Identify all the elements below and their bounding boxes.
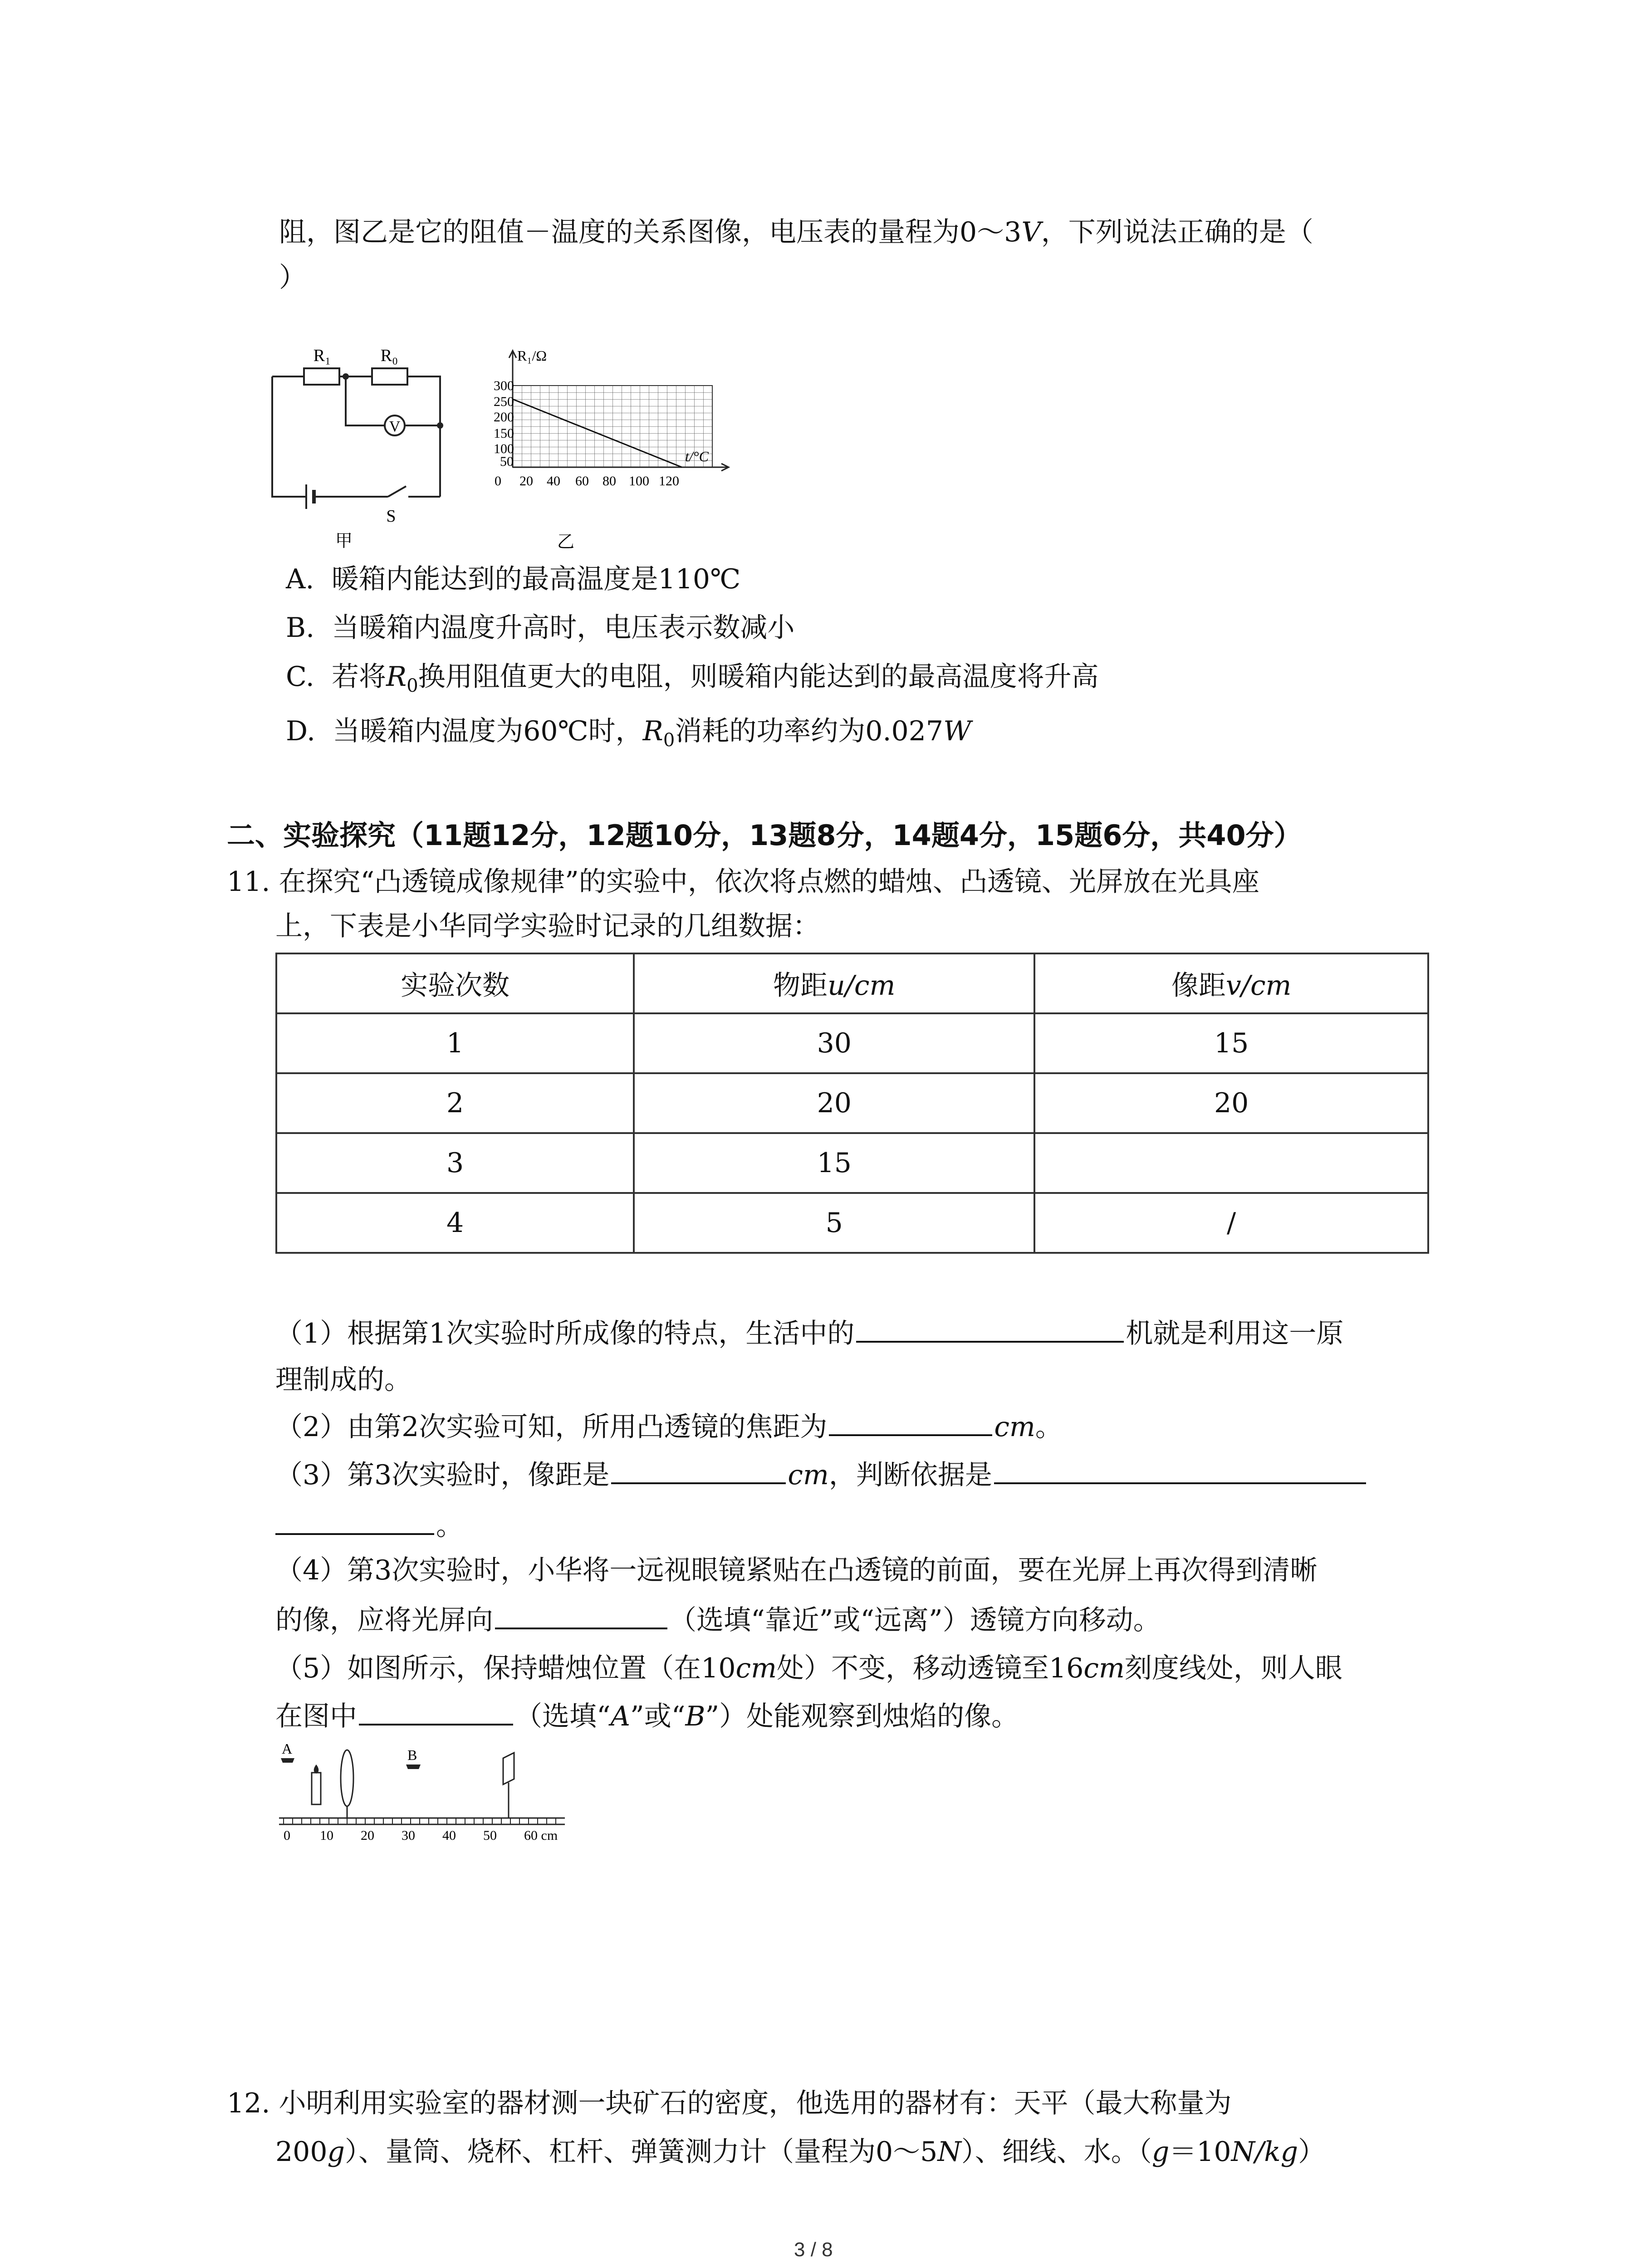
answer-blank-3c[interactable] [275,1506,434,1535]
ytick: 200 [494,410,514,425]
switch-label: S [386,507,396,526]
q11-sub3-cont: 。 [275,1502,463,1549]
answer-blank-3b[interactable] [994,1455,1366,1484]
data-table [275,953,1429,1254]
page-number: 3 / 8 [794,2239,833,2261]
table-cell: 30 [634,1013,1034,1073]
table-cell [1034,1133,1428,1193]
optical-bench-figure [274,1741,574,1850]
table-row [276,1073,1428,1133]
xtick: 120 [659,474,679,489]
bench-tick: 30 [402,1828,415,1843]
answer-blank-4[interactable] [495,1600,667,1629]
ytick: 50 [500,454,514,469]
table-cell: 1 [276,1013,634,1073]
r1-label: R₁ [313,346,331,365]
circuit-diagram [263,345,463,553]
graph-ylabel: R₁/Ω [517,347,547,364]
table-cell: 20 [1034,1073,1428,1133]
bench-tick: 50 [483,1828,497,1843]
voltmeter-label: V [389,418,401,435]
table-cell: 15 [634,1133,1034,1193]
resistance-temperature-graph [472,342,744,556]
bench-tick: 0 [284,1828,290,1843]
section-heading: 二、实验探究（11题12分，12题10分，13题8分，14题4分，15题6分，共40分） [227,819,1302,852]
table-cell: 2 [276,1073,634,1133]
xtick: 40 [547,474,560,489]
ytick: 100 [494,441,514,456]
table-cell: / [1034,1193,1428,1253]
graph-origin: 0 [495,474,501,489]
ytick: 300 [494,378,514,393]
circuit-caption: 甲 [335,531,353,551]
q11-sub4-cont: 的像，应将光屏向 （选填“靠近”或“远离”）透镜方向移动。 [275,1597,1161,1644]
q10-stem-line1: 阻，图乙是它的阻值－温度的关系图像，电压表的量程为0～3V，下列说法正确的是（ [279,216,1313,248]
q11-sub3: （3）第3次实验时，像距是 cm，判断依据是 [275,1452,1368,1499]
candle-icon [312,1773,321,1804]
q11-sub1: （1）根据第1次实验时所成像的特点，生活中的 机就是利用这一原 [275,1310,1343,1357]
bench-tick: 10 [320,1828,333,1843]
q11-sub4: （4）第3次实验时，小华将一远视眼镜紧贴在凸透镜的前面，要在光屏上再次得到清晰 [275,1554,1318,1586]
eye-a-icon [281,1758,294,1763]
answer-blank-1[interactable] [856,1314,1124,1343]
q10-option-c[interactable]: C. 若将$R_0$换用阻值更大的电阻，则暖箱内能达到的最高温度将升高 [286,661,1099,696]
q10-option-a[interactable]: A. 暖箱内能达到的最高温度是110℃ [286,563,741,595]
q11-stem-line2: 上，下表是小华同学实验时记录的几组数据： [275,910,820,942]
lens-icon [341,1750,353,1806]
table-row [276,1133,1428,1193]
table-cell: 3 [276,1133,634,1193]
table-header: 像距v/cm [1034,953,1428,1013]
eye-b-icon [406,1765,421,1769]
q11-stem-line1: 11. 在探究“凸透镜成像规律”的实验中，依次将点燃的蜡烛、凸透镜、光屏放在光具座 [227,866,1259,898]
answer-blank-5[interactable] [359,1696,513,1725]
eye-b-label: B [407,1747,417,1763]
table-cell: 20 [634,1073,1034,1133]
table-header-row [276,953,1428,1013]
eye-a-label: A [282,1741,293,1757]
graph-xlabel: t/°C [685,448,709,464]
ytick: 150 [494,426,514,441]
screen-icon [503,1753,514,1784]
xtick: 60 [575,474,589,489]
r0-label: R₀ [380,346,398,365]
answer-blank-2[interactable] [829,1407,992,1436]
bench-tick: 60 cm [524,1828,558,1843]
table-row [276,1013,1428,1073]
q10-option-b[interactable]: B. 当暖箱内温度升高时，电压表示数减小 [286,612,795,644]
q12-line1: 12. 小明利用实验室的器材测一块矿石的密度，他选用的器材有：天平（最大称量为 [227,2087,1232,2119]
table-cell: 5 [634,1193,1034,1253]
bench-tick: 40 [442,1828,456,1843]
q11-sub2: （2）由第2次实验可知，所用凸透镜的焦距为 cm。 [275,1403,1063,1451]
q12-line2: 200g）、量筒、烧杯、杠杆、弹簧测力计（量程为0～5N）、细线、水。（g＝10N/kg） [275,2136,1326,2168]
table-header: 实验次数 [276,953,634,1013]
q11-sub1-cont: 理制成的。 [275,1364,411,1396]
ytick: 250 [494,394,514,409]
table-row [276,1193,1428,1253]
xtick: 80 [603,474,616,489]
table-cell: 4 [276,1193,634,1253]
q10-option-d[interactable]: D. 当暖箱内温度为60℃时，$R_0$消耗的功率约为0.027W [286,715,971,751]
answer-blank-3a[interactable] [611,1455,786,1484]
q10-stem-line2: ） [279,262,306,293]
table-header: 物距u/cm [634,953,1034,1013]
q11-sub5: （5）如图所示，保持蜡烛位置（在10cm处）不变，移动透镜至16cm刻度线处，则人眼 [275,1652,1342,1684]
xtick: 100 [629,474,649,489]
bench-tick: 20 [361,1828,374,1843]
graph-caption: 乙 [557,532,575,552]
q11-sub5-cont: 在图中 （选填“A”或“B”）处能观察到烛焰的像。 [275,1693,1019,1740]
table-cell: 15 [1034,1013,1428,1073]
xtick: 20 [519,474,533,489]
